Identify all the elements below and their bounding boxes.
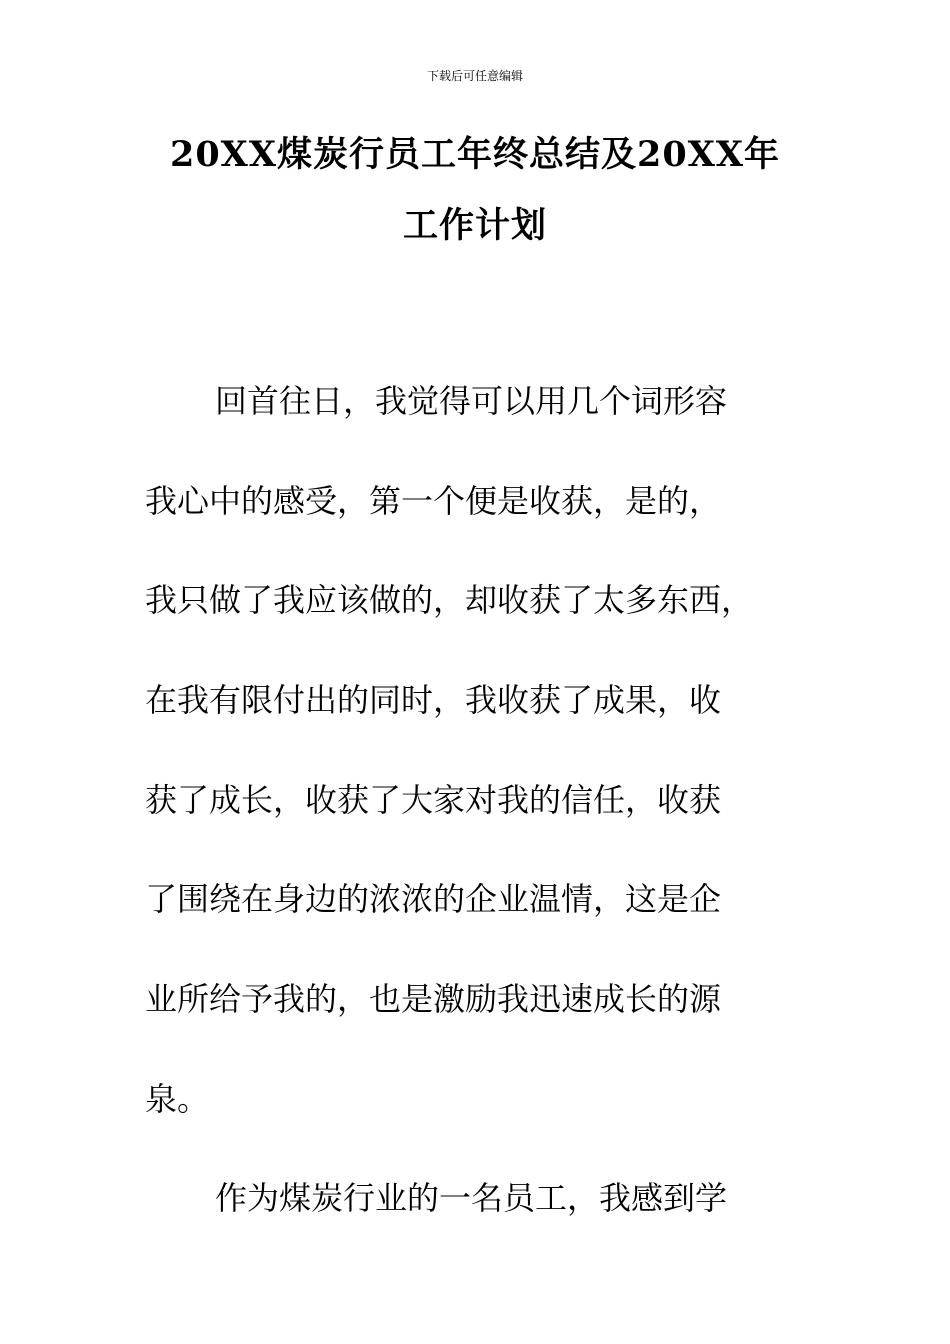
paragraph-line: 回首往日，我觉得可以用几个词形容: [215, 382, 728, 420]
paragraph-line: 泉。: [145, 1080, 210, 1118]
paragraph-line: 我心中的感受，第一个便是收获，是的，: [145, 482, 722, 520]
document-title-line-1: 20XX煤炭行员工年终总结及20XX年: [169, 134, 781, 175]
paragraph-line: 获了成长，收获了大家对我的信任，收获: [145, 781, 722, 819]
paragraph-line: 作为煤炭行业的一名员工，我感到学: [215, 1179, 728, 1217]
header-note: 下载后可任意编辑: [426, 69, 523, 83]
paragraph-line: 在我有限付出的同时，我收获了成果，收: [145, 681, 722, 719]
paragraph-line: 我只做了我应该做的，却收获了太多东西，: [145, 581, 754, 619]
document-title-line-2: 工作计划: [402, 205, 547, 246]
paragraph-line: 了围绕在身边的浓浓的企业温情，这是企: [145, 880, 722, 918]
paragraph-line: 业所给予我的，也是激励我迅速成长的源: [145, 980, 722, 1018]
